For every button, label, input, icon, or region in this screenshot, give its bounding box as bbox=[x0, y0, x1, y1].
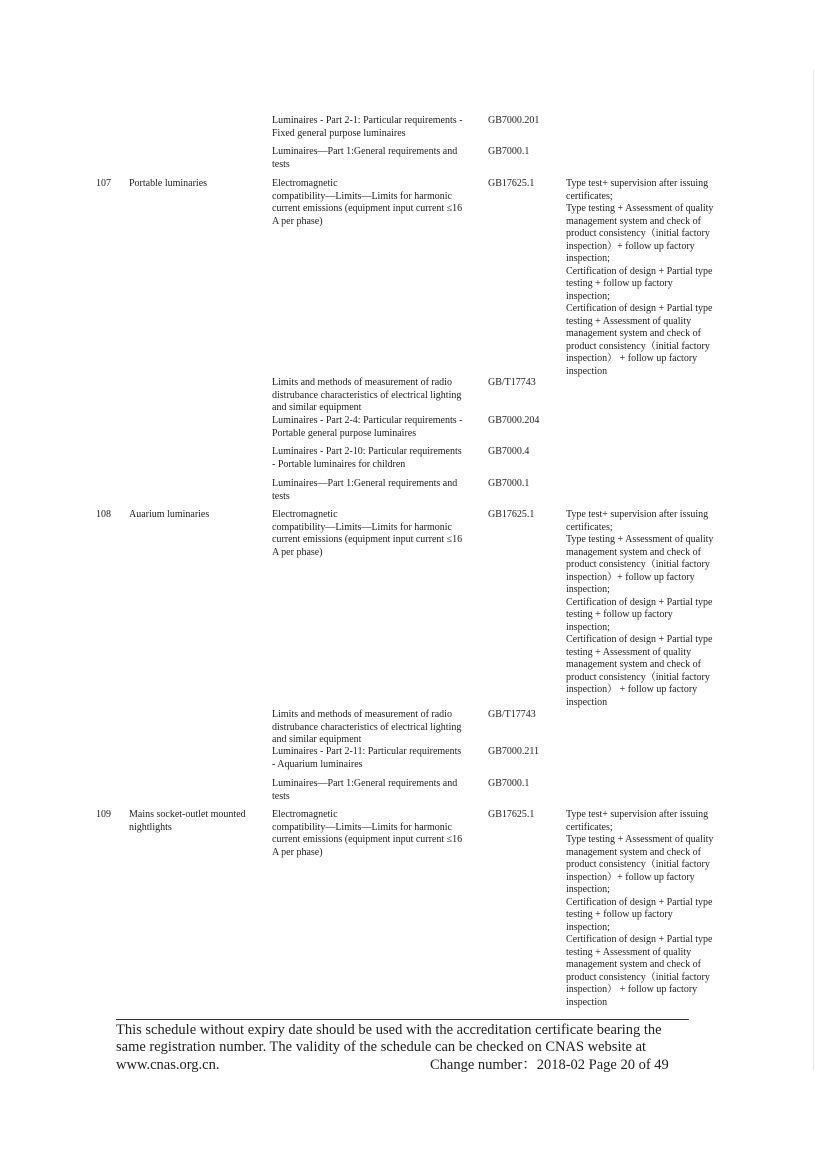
standard-title: Luminaires - Part 2-4: Particular requirements - Portable general purpose luminaires bbox=[272, 415, 463, 439]
standard-code: GB17625.1 bbox=[488, 509, 535, 520]
standard-title: Electromagnetic compatibility—Limits—Limits for harmonic current emissions (equipment input current ≤16 A per phase) bbox=[272, 509, 463, 558]
standard-title: Luminaires—Part 1:General requirements and tests bbox=[272, 146, 458, 170]
page-edge-line bbox=[813, 70, 814, 1070]
footer-website: www.cnas.org.cn. bbox=[116, 1057, 220, 1073]
standard-code: GB7000.1 bbox=[488, 146, 530, 157]
standard-code: GB7000.204 bbox=[488, 415, 540, 426]
standard-code: GB/T17743 bbox=[488, 709, 536, 720]
product-name: Portable luminaries bbox=[129, 178, 208, 189]
standard-code: GB7000.201 bbox=[488, 115, 540, 126]
certification-mode: Type test+ supervision after issuing certificates; Type testing + Assessment of quality management system and check of product consistency（initial factory inspection）+ follow up factory inspection; Certification of design + Partial type testing + follow up factory inspection; Certification of design + Partial type testing + Assessment of quality management system and check of product consistency（initial factory inspection） + follow up factory inspection bbox=[566, 809, 714, 1008]
standard-code: GB7000.211 bbox=[488, 746, 540, 757]
standard-code: GB7000.4 bbox=[488, 446, 530, 457]
item-number: 107 bbox=[96, 178, 111, 189]
change-number-page: Change number：2018-02 Page 20 of 49 bbox=[430, 1057, 669, 1073]
standard-title: Limits and methods of measurement of radio distrubance characteristics of electrical lighting and similar equipment bbox=[272, 377, 462, 413]
standard-title: Electromagnetic compatibility—Limits—Limits for harmonic current emissions (equipment input current ≤16 A per phase) bbox=[272, 178, 463, 227]
item-number: 109 bbox=[96, 809, 111, 820]
standard-title: Luminaires—Part 1:General requirements and tests bbox=[272, 478, 458, 502]
footer-note-line-2: same registration number. The validity of the schedule can be checked on CNAS website at bbox=[116, 1039, 647, 1055]
standard-code: GB17625.1 bbox=[488, 178, 535, 189]
standard-code: GB7000.1 bbox=[488, 478, 530, 489]
product-name: Auarium luminaries bbox=[129, 509, 210, 520]
standard-code: GB7000.1 bbox=[488, 778, 530, 789]
certification-mode: Type test+ supervision after issuing certificates; Type testing + Assessment of quality management system and check of product consistency（initial factory inspection）+ follow up factory inspection; Certification of design + Partial type testing + follow up factory inspection; Certification of design + Partial type testing + Assessment of quality management system and check of product consistency（initial factory inspection） + follow up factory inspection bbox=[566, 178, 714, 377]
standard-title: Electromagnetic compatibility—Limits—Limits for harmonic current emissions (equipment input current ≤16 A per phase) bbox=[272, 809, 463, 858]
standard-code: GB17625.1 bbox=[488, 809, 535, 820]
item-number: 108 bbox=[96, 509, 111, 520]
standard-title: Luminaires—Part 1:General requirements and tests bbox=[272, 778, 458, 802]
product-name: Mains socket-outlet mounted nightlights bbox=[129, 809, 246, 833]
certification-mode: Type test+ supervision after issuing certificates; Type testing + Assessment of quality management system and check of product consistency（initial factory inspection）+ follow up factory inspection; Certification of design + Partial type testing + follow up factory inspection; Certification of design + Partial type testing + Assessment of quality management system and check of product consistency（initial factory inspection） + follow up factory inspection bbox=[566, 509, 714, 708]
standard-code: GB/T17743 bbox=[488, 377, 536, 388]
standard-title: Limits and methods of measurement of radio distrubance characteristics of electrical lighting and similar equipment bbox=[272, 709, 462, 745]
footer-note-line-1: This schedule without expiry date should be used with the accreditation certificate bearing the bbox=[116, 1022, 662, 1038]
standard-title: Luminaires - Part 2-11: Particular requirements - Aquarium luminaires bbox=[272, 746, 462, 770]
standard-title: Luminaires - Part 2-1: Particular requirements - Fixed general purpose luminaires bbox=[272, 115, 463, 139]
standard-title: Luminaires - Part 2-10: Particular requirements - Portable luminaires for children bbox=[272, 446, 462, 470]
footer-divider bbox=[116, 1019, 689, 1020]
